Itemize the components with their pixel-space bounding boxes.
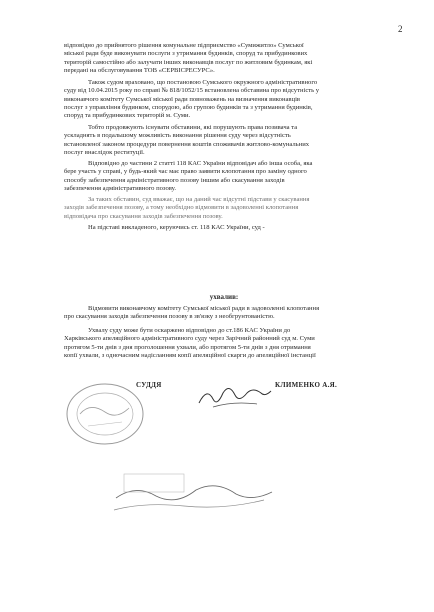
- text-line: про скасування заходів забезпечення позову в зв'язку з необгрунтованістю.: [64, 313, 275, 321]
- paragraph-p1: [64, 42, 384, 75]
- text-line: бере участь у справі, у будь-який час має право заявити клопотання про заміну одного: [64, 168, 307, 176]
- paragraph-p3: [64, 124, 384, 157]
- text-line: На підставі викладеного, керуючись ст. 118 КАС України, суд -: [88, 224, 265, 231]
- judge-name: КЛИМЕНКО А.Я.: [275, 381, 338, 389]
- text-line: територій самостійно або залучати інших виконавців послуг по житловим будинкам, які: [64, 58, 313, 66]
- text-line: відповідача про скасування заходів забезпечення позову.: [64, 212, 223, 220]
- text-line: Відмовити виконавчому комітету Сумської міської ради в задоволенні клопотання: [88, 305, 320, 312]
- text-line: Відповідно до частини 2 статті 118 КАС України відповідач або інша особа, яка: [88, 160, 313, 167]
- handwritten-signature-icon: [195, 383, 275, 413]
- text-line: суду від 10.04.2015 року по справі № 818/1052/15 встановлена обставина про відсутність у: [64, 87, 320, 95]
- text-line: послуг з управління будинком, спорудою, або групою будинків та з утримання будинків,: [64, 104, 313, 112]
- text-line: способу забезпечення адміністративного позову іншим або скасування заходів: [64, 176, 285, 184]
- text-line: послуг внаслідок реституції.: [64, 149, 145, 157]
- paragraph-p8: [64, 327, 384, 360]
- text-line: Також судом враховано, що постановою Сумського окружного адміністративного: [88, 79, 318, 86]
- text-line: протягом 5-ти днів з дня проголошення ухвали, або протягом 5-ти днів з дня отримання: [64, 343, 311, 351]
- copy-stamp-icon: [110, 468, 280, 518]
- paragraph-p4: [64, 160, 384, 193]
- text-line: Ухвалу суду може бути оскаржено відповідно до ст.186 КАС України до: [88, 327, 291, 334]
- text-line: передані на обслуговування ТОВ «СЕРВІСРЕСУРС».: [64, 67, 215, 75]
- text-line: За таких обставин, суд вважає, що на даний час відсутні підстави у скасування: [88, 196, 310, 203]
- text-line: Тобто продовжують існувати обставини, які порушують права позивача та: [88, 124, 298, 131]
- text-line: відповідно до прийнятого рішення комунальне підприємство «Сумижитло» Сумської: [64, 42, 304, 49]
- text-line: заходів забезпечення позову, а тому необхідно відмовити в задоволенні клопотання: [64, 204, 299, 212]
- text-line: ускладнять в подальшому можливість виконання рішення суду через відсутність: [64, 132, 291, 140]
- paragraph-p7: [64, 305, 384, 322]
- text-line: копії ухвали, з одночасним надісланням копії апеляційної скарги до апеляційної інстанції: [64, 352, 316, 360]
- text-line: забезпечення адміністративного позову.: [64, 185, 176, 193]
- ruling-title: ухвалив:: [209, 293, 239, 301]
- text-line: встановленої законом процедури повернення коштів споживачів житлово-комунальних: [64, 140, 310, 148]
- text-line: споруд та прибудинкових територій м. Суми.: [64, 112, 191, 120]
- text-line: Харківського апеляційного адміністративного суду через Зарічний районний суд м. Суми: [64, 335, 315, 343]
- paragraph-p6: [64, 224, 384, 232]
- text-line: виконавчого комітету Сумської міської ради повноважень на визначення виконавців: [64, 95, 301, 103]
- paragraph-p5: [64, 196, 384, 221]
- text-line: міської ради буде виконувати послуги з утримання будинків, споруд та прибудинкових: [64, 50, 308, 58]
- page-number: 2: [398, 24, 403, 34]
- paragraph-p2: [64, 79, 384, 121]
- judge-label: СУДДЯ: [136, 381, 162, 389]
